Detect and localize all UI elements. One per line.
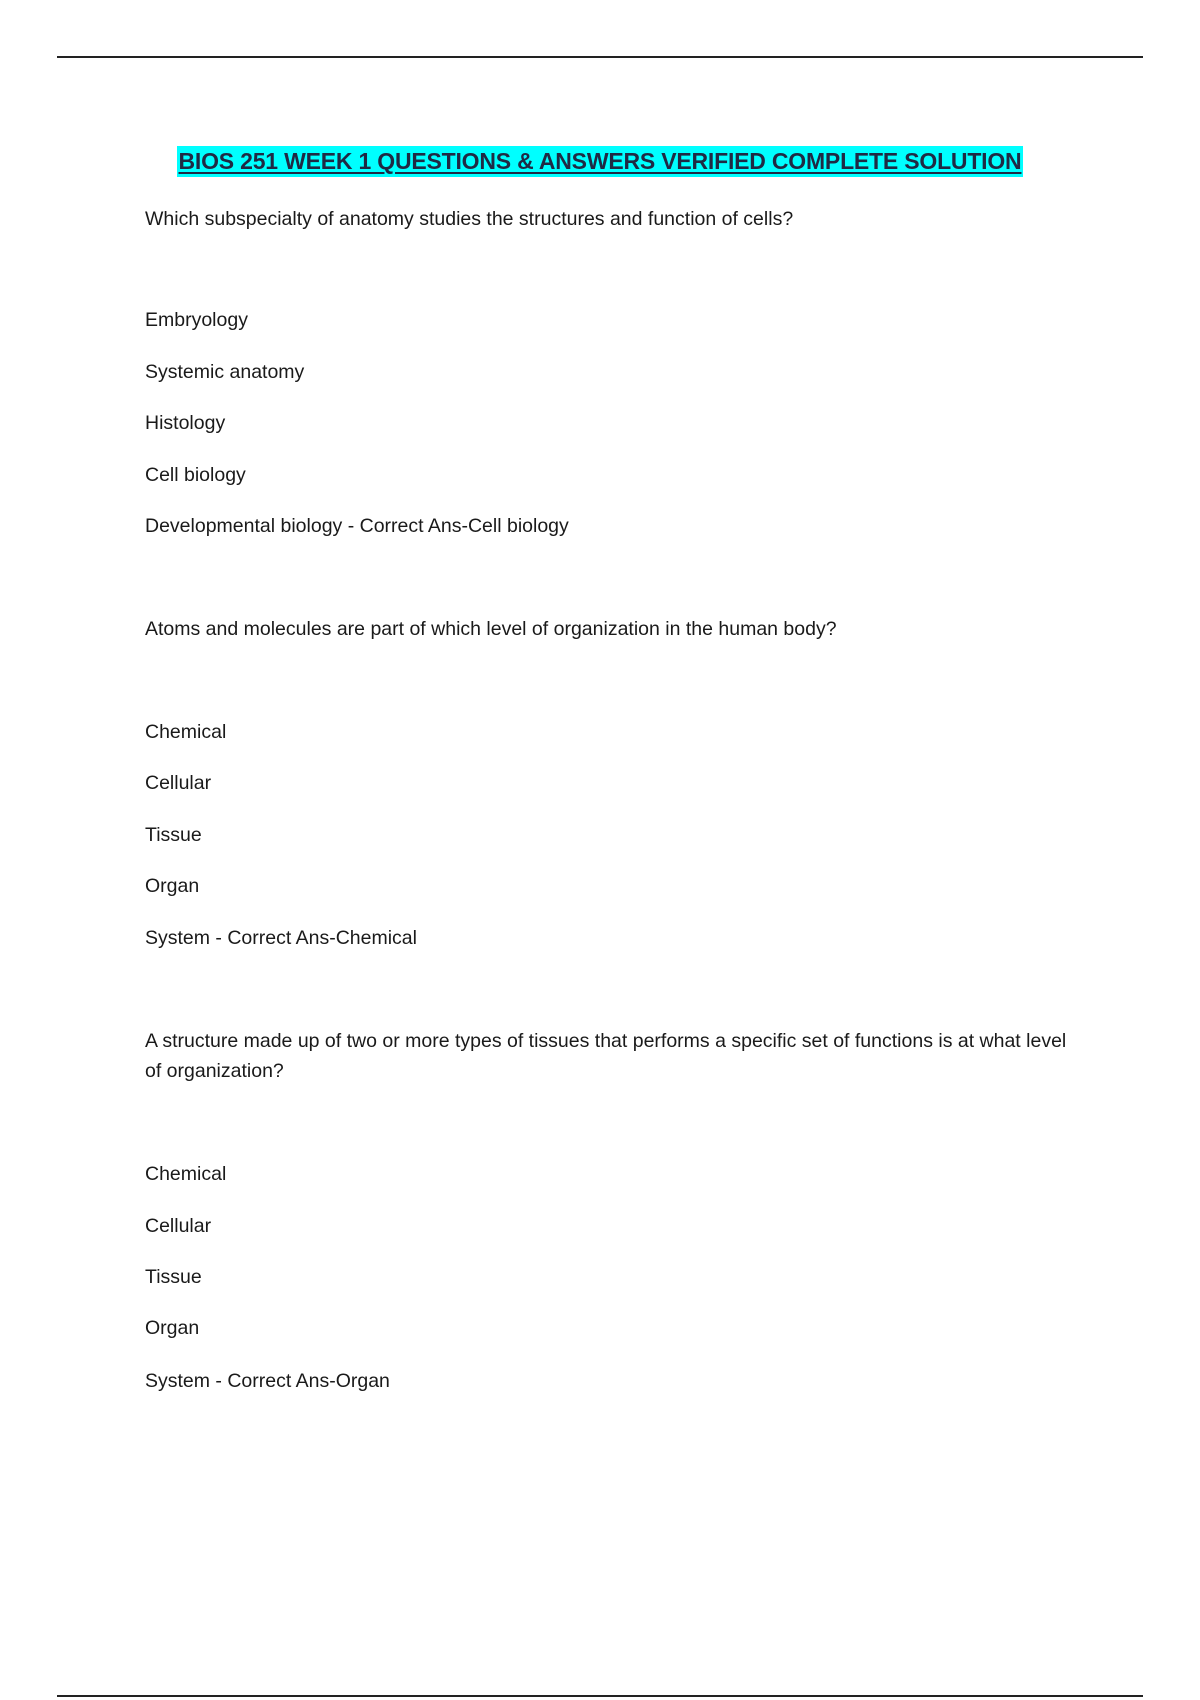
question-2-option-3: Tissue	[145, 824, 202, 846]
question-3-option-1: Chemical	[145, 1163, 227, 1185]
question-1-text: Which subspecialty of anatomy studies the structures and function of cells?	[145, 208, 794, 230]
top-divider	[57, 56, 1143, 58]
question-3-option-2: Cellular	[145, 1215, 212, 1237]
question-3-option-3: Tissue	[145, 1266, 202, 1288]
question-2-option-1: Chemical	[145, 721, 227, 743]
question-1-option-5-answer: Developmental biology - Correct Ans-Cell biology	[145, 515, 569, 537]
question-1-option-1: Embryology	[145, 309, 248, 331]
question-1-option-4: Cell biology	[145, 464, 246, 486]
question-2-option-2: Cellular	[145, 772, 212, 794]
question-3-option-5-answer: System - Correct Ans-Organ	[145, 1370, 390, 1392]
document-title-text: BIOS 251 WEEK 1 QUESTIONS & ANSWERS VERIFIED COMPLETE SOLUTION	[177, 146, 1024, 177]
question-1-option-2: Systemic anatomy	[145, 361, 305, 383]
question-1-option-3: Histology	[145, 412, 226, 434]
question-3-option-4: Organ	[145, 1317, 200, 1339]
question-2-text: Atoms and molecules are part of which level of organization in the human body?	[145, 618, 837, 640]
document-title	[0, 146, 1200, 177]
question-3-text: A structure made up of two or more types of tissues that performs a specific set of functions is at what level of organization?	[145, 1030, 1067, 1082]
question-2-option-5-answer: System - Correct Ans-Chemical	[145, 927, 417, 949]
bottom-divider	[57, 1695, 1143, 1697]
question-2-option-4: Organ	[145, 875, 200, 897]
